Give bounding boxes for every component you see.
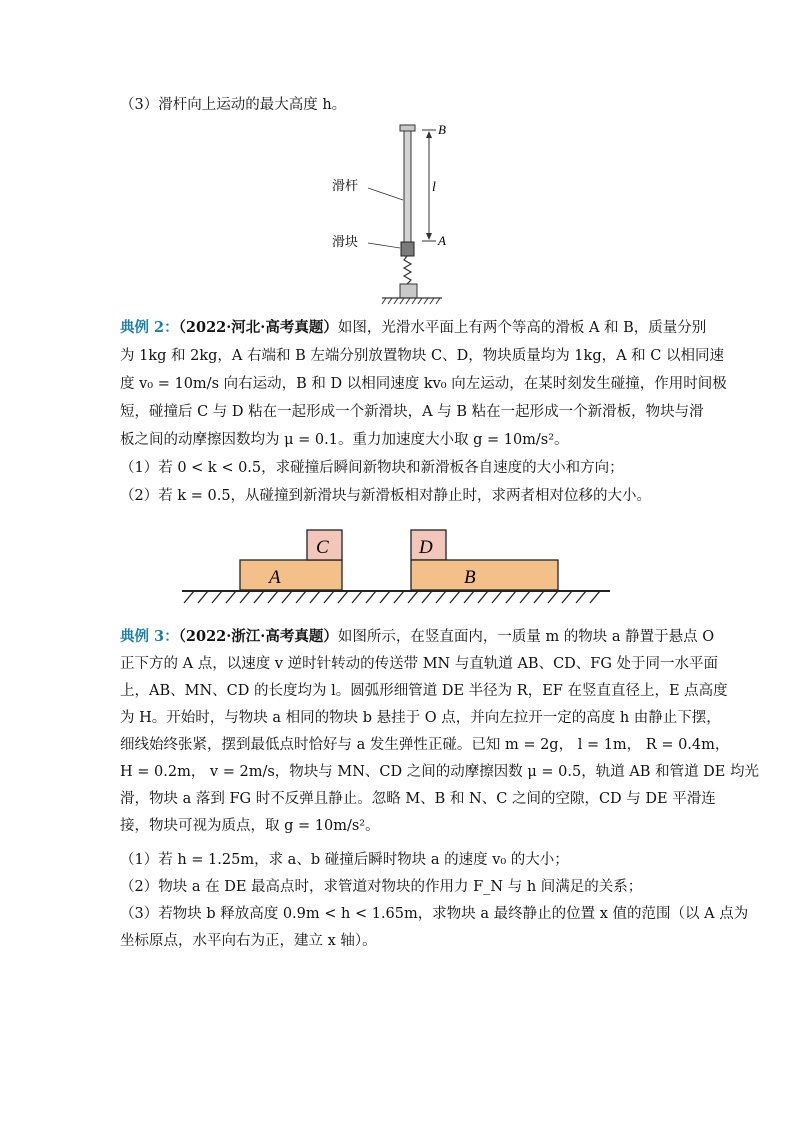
label-length: l <box>432 180 436 195</box>
example-2-source: （2022·河北·高考真题） <box>178 319 338 336</box>
ground-hatch <box>366 591 376 603</box>
example-3-line-8: 接，物块可视为质点，取 g = 10m/s²。 <box>120 818 380 834</box>
example-3-label: 典例 3： <box>120 628 179 645</box>
example-3-line-6: H = 0.2m， v = 2m/s，物块与 MN、CD 之间的动摩擦因数 μ = 0.5，轨道 AB 和管道 DE 均光 <box>120 764 759 780</box>
ground-hatch <box>492 591 502 603</box>
ground-hatch <box>212 591 222 603</box>
example-2-line-4: 短，碰撞后 C 与 D 粘在一起形成一个新滑块，A 与 B 粘在一起形成一个新滑板，物块与滑 <box>120 404 704 420</box>
ground-hatch <box>450 591 460 603</box>
ground-hatch <box>310 591 320 603</box>
ground-hatch <box>436 591 446 603</box>
ground-hatch <box>562 591 572 603</box>
example-2-part-2: （2）若 k = 0.5，从碰撞到新滑块与新滑板相对静止时，求两者相对位移的大小。 <box>120 488 652 504</box>
ground-hatch <box>408 591 418 603</box>
label-B: B <box>438 122 446 137</box>
label-rod: 滑杆 <box>332 179 359 194</box>
label-block-C: C <box>316 537 329 558</box>
ground-hatch <box>380 591 390 603</box>
ground-hatch <box>506 591 516 603</box>
ground-hatch <box>296 591 306 603</box>
example-3-part-2: （2）物块 a 在 DE 最高点时，求管道对物块的作用力 F_N 与 h 间满足的关系； <box>120 879 643 895</box>
ground-hatch <box>226 591 236 603</box>
example-3-part-3b: 坐标原点，水平向右为正，建立 x 轴）。 <box>120 933 377 949</box>
example-2-line-5: 板之间的动摩擦因数均为 μ = 0.1。重力加速度大小取 g = 10m/s²。 <box>120 432 569 448</box>
example-3-part-3a: （3）若物块 b 释放高度 0.9m < h < 1.65m，求物块 a 最终静止的位置 x 值的范围（以 A 点为 <box>120 906 749 922</box>
ground-hatch <box>422 591 432 603</box>
ground-hatch <box>198 591 208 603</box>
figure-rod-slider <box>330 118 470 310</box>
example-3-part-1: （1）若 h = 1.25m，求 a、b 碰撞后瞬时物块 a 的速度 v₀ 的大小； <box>120 852 569 868</box>
ground-hatch <box>394 591 404 603</box>
ground-hatch <box>548 591 558 603</box>
figure-plates-blocks <box>180 528 612 608</box>
ground-hatch <box>534 591 544 603</box>
example-3-line-5: 细线始终张紧，摆到最低点时恰好与 a 发生弹性正碰。已知 m = 2g， l = 1m， R = 0.4m， <box>120 737 730 753</box>
example-2-line-1: 典例 2：（2022·河北·高考真题）如图，光滑水平面上有两个等高的滑板 A 和 B，质量分别 <box>120 319 707 336</box>
label-slider: 滑块 <box>332 235 359 250</box>
example-2-part-1: （1）若 0 < k < 0.5，求碰撞后瞬间新物块和新滑板各自速度的大小和方向； <box>120 460 624 476</box>
ground-hatch <box>590 591 600 603</box>
example-3-line-1: 典例 3：（2022·浙江·高考真题）如图所示，在竖直面内，一质量 m 的物块 a 静置于悬点 O <box>120 628 715 645</box>
ground-hatch <box>352 591 362 603</box>
ground-hatch <box>184 591 194 603</box>
ground-hatch <box>268 591 278 603</box>
example-3-line-3: 上，AB、MN、CD 的长度均为 l。圆弧形细管道 DE 半径为 R，EF 在竖直直径上，E 点高度 <box>120 683 728 699</box>
ground-hatch <box>254 591 264 603</box>
question-part-3: （3）滑杆向上运动的最大高度 h。 <box>120 97 347 113</box>
label-plate-A: A <box>269 567 281 588</box>
label-A: A <box>438 233 446 248</box>
example-3-line-2: 正下方的 A 点，以速度 v 逆时针转动的传送带 MN 与直轨道 AB、CD、FG 处于同一水平面 <box>120 656 719 672</box>
ground-hatch <box>478 591 488 603</box>
ground-hatch <box>338 591 348 603</box>
example-2-line-2: 为 1kg 和 2kg，A 右端和 B 左端分别放置物块 C、D，物块质量均为 1kg，A 和 C 以相同速 <box>120 348 724 364</box>
example-3-line-7: 滑，物块 a 落到 FG 时不反弹且静止。忽略 M、B 和 N、C 之间的空隙，CD 与 DE 平滑连 <box>120 791 716 807</box>
ground-hatch <box>240 591 250 603</box>
example-3-source: （2022·浙江·高考真题） <box>178 628 338 645</box>
ground-hatch <box>576 591 586 603</box>
label-block-D: D <box>419 537 433 558</box>
ground-hatch <box>464 591 474 603</box>
ground-hatch <box>520 591 530 603</box>
label-plate-B: B <box>464 567 476 588</box>
ground-hatch <box>324 591 334 603</box>
ground-hatch <box>282 591 292 603</box>
example-2-line-3: 度 v₀ = 10m/s 向右运动，B 和 D 以相同速度 kv₀ 向左运动，在某时刻发生碰撞，作用时间极 <box>120 376 727 392</box>
example-3-line-4: 为 H。开始时，与物块 a 相同的物块 b 悬挂于 O 点，并向左拉开一定的高度 h 由静止下摆， <box>120 710 721 726</box>
example-2-label: 典例 2： <box>120 319 179 336</box>
